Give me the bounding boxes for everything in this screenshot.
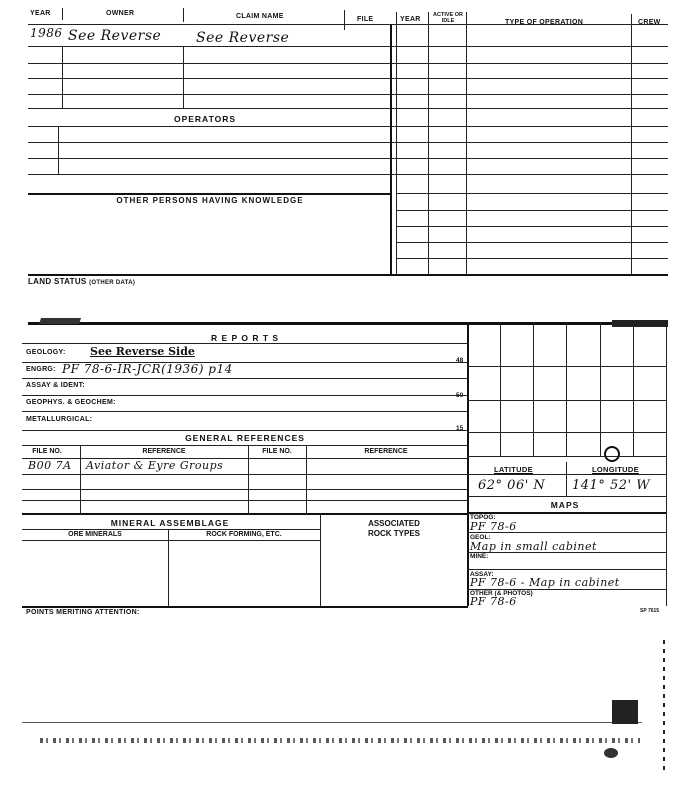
latitude-value: 62° 06' N xyxy=(478,478,546,493)
header-type-of-operation: TYPE OF OPERATION xyxy=(505,19,584,26)
header-owner: OWNER xyxy=(106,10,135,17)
gr-file-no-2: FILE NO. xyxy=(262,448,292,455)
header-file: FILE xyxy=(357,16,374,23)
claim-owner: See Reverse xyxy=(68,28,162,44)
geology-label: GEOLOGY: xyxy=(26,349,66,356)
header-active-or-idle: ACTIVE OR IDLE xyxy=(433,12,463,24)
topog-label: TOPOG: xyxy=(470,514,496,521)
associated-label: ASSOCIATED xyxy=(368,519,420,528)
maps-title: MAPS xyxy=(550,500,580,510)
latitude-label: LATITUDE xyxy=(494,465,533,474)
gr-reference: REFERENCE xyxy=(142,448,186,455)
margin-number-1: 48 xyxy=(456,357,464,364)
land-status-label: LAND STATUS (OTHER DATA) xyxy=(28,277,136,286)
gr-row-file: B00 7A xyxy=(28,459,72,472)
geology-value: See Reverse Side xyxy=(90,345,195,358)
gr-file-no: FILE NO. xyxy=(32,448,62,455)
longitude-value: 141° 52' W xyxy=(572,478,651,493)
header-year-2: YEAR xyxy=(400,16,421,23)
header-claim-name: CLAIM NAME xyxy=(236,13,284,20)
mine-label: MINE: xyxy=(470,553,489,560)
other-persons-label: OTHER PERSONS HAVING KNOWLEDGE xyxy=(116,196,304,205)
ore-minerals-label: ORE MINERALS xyxy=(68,531,122,538)
assay-map-label: ASSAY: xyxy=(470,571,494,578)
claim-year: 1986 xyxy=(30,26,63,40)
assay-ident-label: ASSAY & IDENT: xyxy=(26,382,86,389)
assay-map-value: PF 78-6 - Map in cabinet xyxy=(470,576,620,589)
header-year: YEAR xyxy=(30,10,51,17)
other-photos-label: OTHER (& PHOTOS) xyxy=(470,590,533,597)
margin-number-2: 50 xyxy=(456,392,464,399)
locator-circle-icon xyxy=(604,446,620,462)
operators-label: OPERATORS xyxy=(173,114,237,124)
other-photos-value: PF 78-6 xyxy=(470,595,517,608)
points-meriting-label: POINTS MERITING ATTENTION: xyxy=(26,609,140,616)
rock-forming-label: ROCK FORMING, ETC. xyxy=(206,531,282,538)
claim-name-value: See Reverse xyxy=(196,30,290,46)
geol-value: Map in small cabinet xyxy=(470,540,597,553)
gr-reference-2: REFERENCE xyxy=(364,448,408,455)
metallurgical-label: METALLURGICAL: xyxy=(26,416,93,423)
general-references-title: GENERAL REFERENCES xyxy=(185,433,305,443)
header-crew: CREW xyxy=(638,19,661,26)
gr-row-reference: Aviator & Eyre Groups xyxy=(86,459,224,472)
longitude-label: LONGITUDE xyxy=(592,465,639,474)
topog-value: PF 78-6 xyxy=(470,520,517,533)
geol-label: GEOL: xyxy=(470,534,491,541)
engrg-value: PF 78-6-IR-JCR(1936) p14 xyxy=(62,362,233,376)
mineral-assemblage-title: MINERAL ASSEMBLAGE xyxy=(110,518,230,528)
geophys-label: GEOPHYS. & GEOCHEM: xyxy=(26,399,116,406)
reports-title: R E P O R T S xyxy=(210,333,280,343)
form-code: SP 7615 xyxy=(640,608,660,614)
engrg-label: ENGRG: xyxy=(26,366,56,373)
margin-number-3: 15 xyxy=(456,425,464,432)
rock-types-label: ROCK TYPES xyxy=(367,529,420,538)
